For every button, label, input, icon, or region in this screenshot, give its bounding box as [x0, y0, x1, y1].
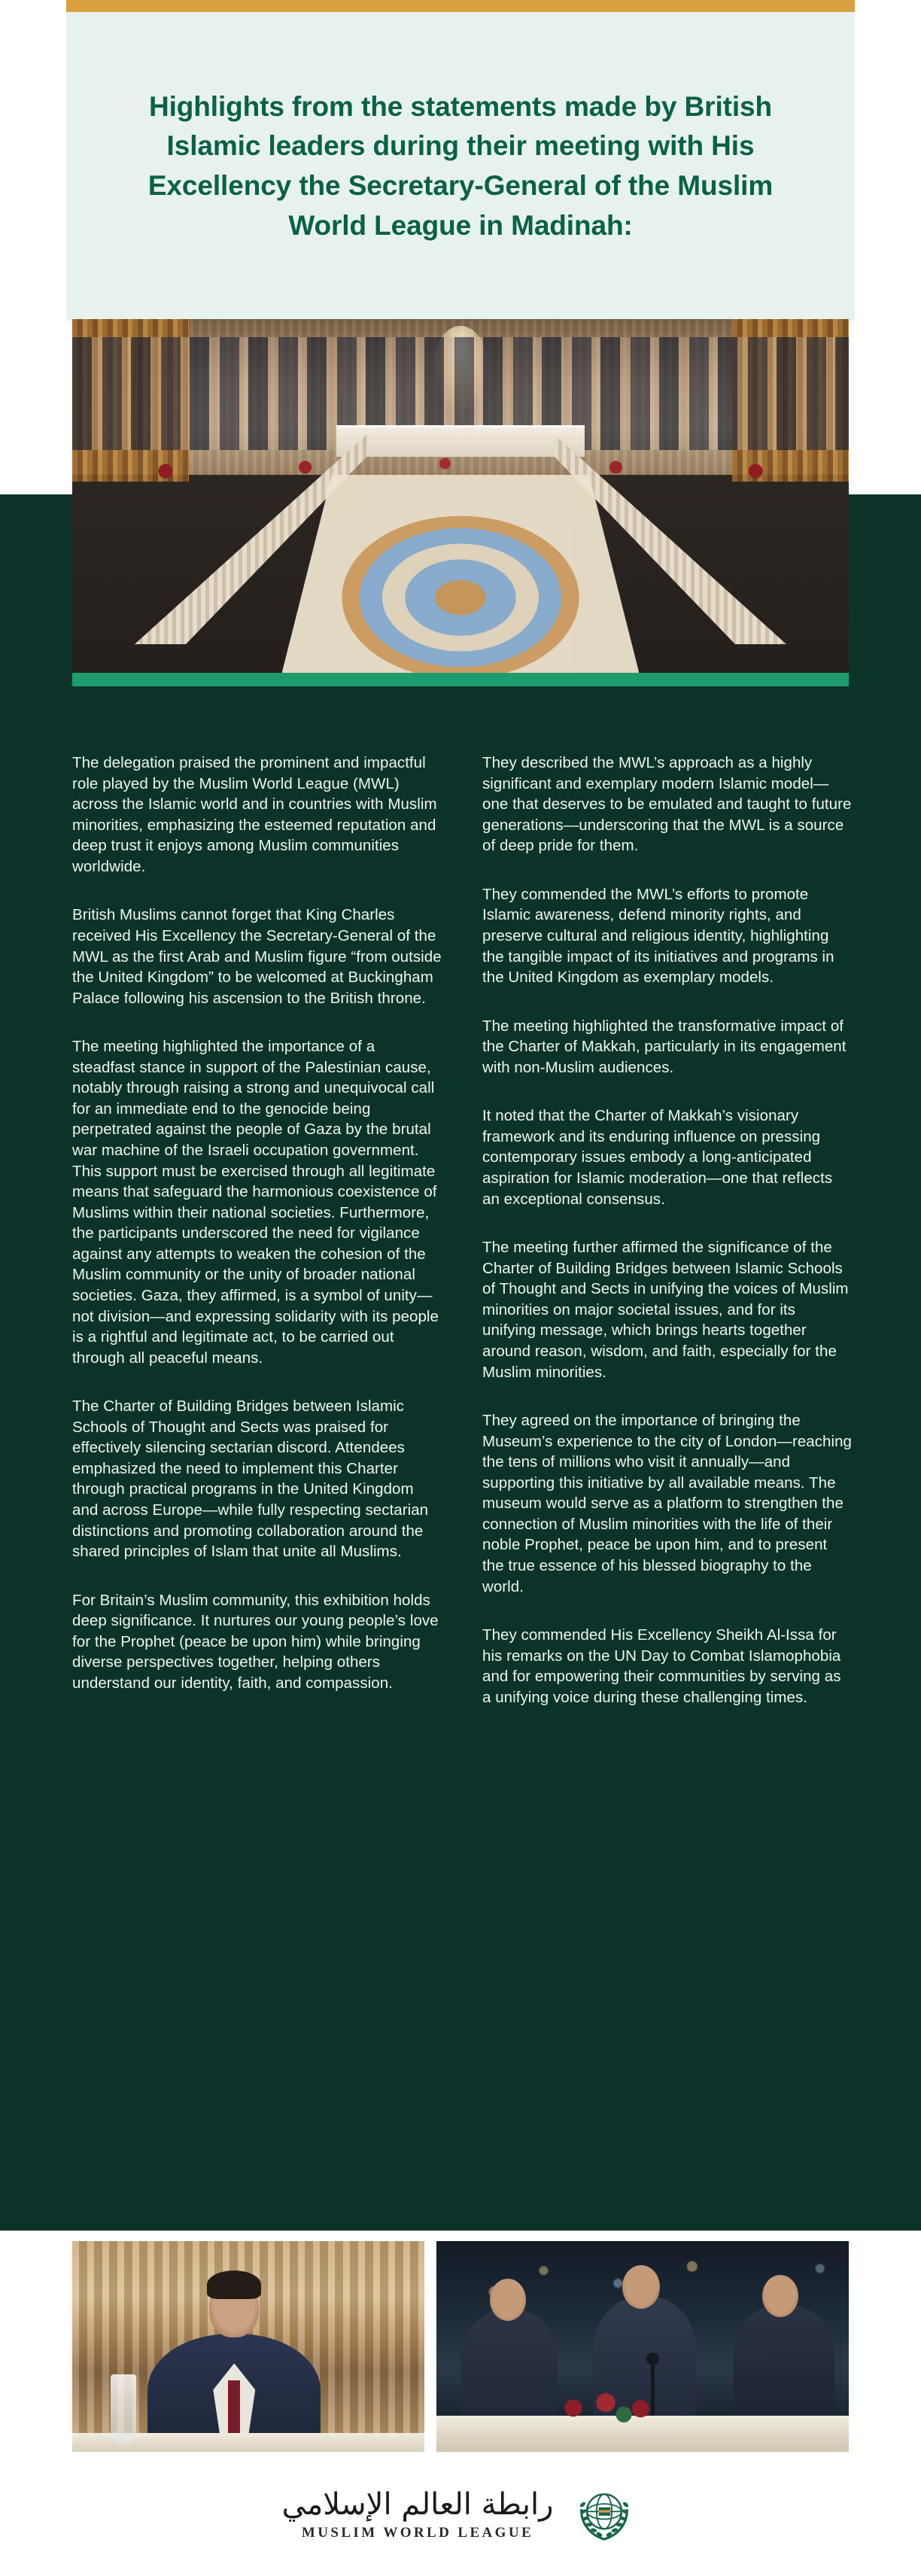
content-columns [72, 753, 852, 1708]
hero-meeting-photo [72, 319, 849, 673]
header-panel [66, 12, 855, 321]
speaker-hair [207, 2270, 261, 2299]
top-gold-bar [66, 0, 855, 12]
bottom-photo-speaker [72, 2241, 424, 2452]
paragraph: The meeting highlighted the transformative impact of the Charter of Makkah, particularly in its engagement with non-Muslim audiences. [482, 1017, 847, 1076]
mwl-emblem-icon [570, 2480, 639, 2549]
panel-illustration [436, 2241, 849, 2452]
paragraph: For Britain’s Muslim community, this exhibition holds deep significance. It nurtures our young people’s love for the Prophet (peace be upon him) while bringing diverse perspectives together, helping others understand our identity, faith, and compassion. [72, 1591, 439, 1692]
panelist-2-head [622, 2265, 660, 2309]
microphone-icon [651, 2360, 655, 2416]
logo-english-text: MUSLIM WORLD LEAGUE [301, 2524, 534, 2541]
left-column [72, 753, 442, 1708]
paragraph: The delegation praised the prominent and impactful role played by the Muslim World League (MWL) across the Islamic world and in countries with Muslim minorities, emphasizing the esteemed reputation and deep trust it enjoys among Muslim communities worldwide. [72, 754, 437, 875]
logo-arabic-text: رابطة العالم الإسلامي [281, 2486, 554, 2522]
paragraph: The Charter of Building Bridges between Islamic Schools of Thought and Sects was praised for effectively silencing sectarian discord. Attendees emphasized the need to implement this Charter through practical programs in the United Kingdom and across Europe—while fully respecting sectarian distinctions and promoting collaboration around the shared principles of Islam that unite all Muslims. [72, 1397, 429, 1561]
paragraph: They described the MWL’s approach as a highly significant and exemplary modern Islamic model—one that deserves to be emulated and taught to future generations—underscoring that the MWL is a source of deep pride for them. [482, 754, 852, 855]
hero-green-accent-bar [72, 673, 849, 686]
meeting-room-illustration [72, 319, 849, 673]
speaker-illustration [72, 2241, 424, 2452]
patterned-carpet [282, 475, 640, 673]
page-title: Highlights from the statements made by British Islamic leaders during their meeting with His Excellency the Secretary-General of the Muslim World League in Madinah: [147, 90, 774, 241]
water-glass-icon [111, 2374, 136, 2444]
paragraph: British Muslims cannot forget that King Charles received His Excellency the Secretary-General of the MWL as the first Arab and Muslim figure “from outside the United Kingdom” to be welcomed at Buckingham Palace following his ascension to the British throne. [72, 906, 442, 1007]
paragraph: The meeting highlighted the importance of a steadfast stance in support of the Palestinian cause, notably through raising a strong and unequivocal call for an immediate end to the genocide being perpetrated against the people of Gaza by the brutal war machine of the Israeli occupation government. This support must be exercised through all legitimate means that safeguard the harmonious coexistence of Muslims within their national societies. Furthermore, the participants underscored the need for vigilance against any attempts to weaken the cohesion of the Muslim community or the unity of broader national societies. Gaza, they affirmed, is a symbol of unity—not division—and expressing solidarity with its people is a rightful and legitimate act, to be carried out through all peaceful means. [72, 1038, 439, 1367]
panelist-3-head [762, 2275, 798, 2317]
paragraph: The meeting further affirmed the significance of the Charter of Building Bridges between Islamic Schools of Thought and Sects in unifying the voices of Muslim minorities on major societal issues, and for its unifying message, which brings hearts together around reason, wisdom, and faith, especially for the Muslim minorities. [482, 1239, 849, 1381]
panelist-3-body [734, 2304, 834, 2418]
bottom-photo-panel [436, 2241, 849, 2452]
paragraph: They agreed on the importance of bringing the Museum’s experience to the city of London—reaching the tens of millions who visit it annually—and supporting this initiative by all available means. The museum would serve as a platform to strengthen the connection of Muslim minorities with the life of their noble Prophet, peace be upon him, and to present the true essence of his blessed biography to the world. [482, 1412, 852, 1595]
logo-wordmark [282, 2487, 554, 2541]
right-column [482, 753, 852, 1708]
paragraph: They commended the MWL’s efforts to promote Islamic awareness, defend minority rights, and preserve cultural and religious identity, highlighting the tangible impact of its initiatives and programs in the United Kingdom as exemplary models. [482, 885, 834, 987]
panelist-1-body [461, 2309, 558, 2419]
bottom-photo-row [72, 2241, 849, 2452]
paragraph: It noted that the Charter of Makkah’s visionary framework and its enduring influence on pressing contemporary issues embody a long-anticipated aspiration for Islamic moderation—one that reflects an exceptional consensus. [482, 1107, 833, 1208]
footer-logo-area [0, 2452, 921, 2576]
paragraph: They commended His Excellency Sheikh Al-Issa for his remarks on the UN Day to Combat Islamophobia and for empowering their communities by serving as a unifying voice during these challenging times. [482, 1626, 841, 1706]
